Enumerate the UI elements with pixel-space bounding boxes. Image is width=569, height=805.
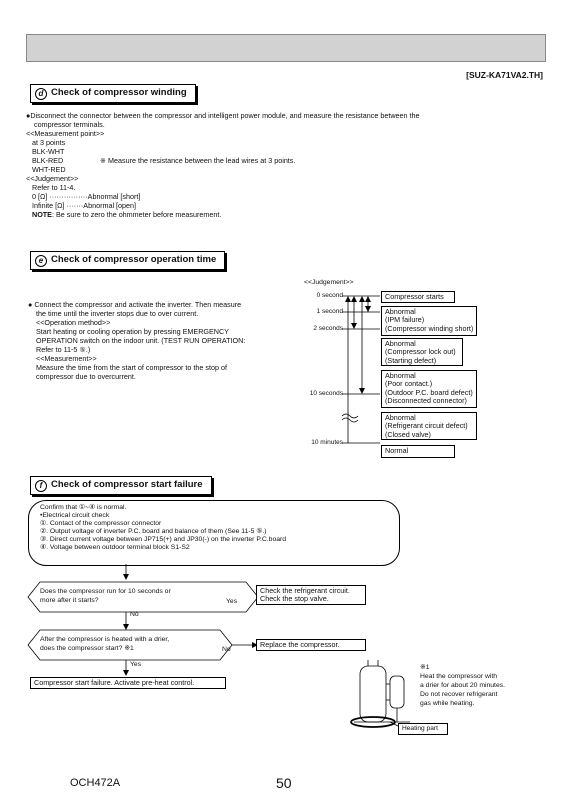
section-d-title-text: Check of compressor winding <box>51 87 187 98</box>
section-e-title <box>30 251 225 270</box>
d-j-heading: <<Judgement>> <box>26 174 79 183</box>
d-j-1: Refer to 11-4. <box>32 183 76 192</box>
d-note-label: NOTE <box>32 210 52 219</box>
q1-line-1: Does the compressor run for 10 seconds or <box>40 588 171 595</box>
box-contact-line-4: (Disconnected connector) <box>385 396 467 406</box>
e-p9: compressor due to overcurrent. <box>36 372 136 381</box>
box-ipm-line-3: (Compressor winding short) <box>385 323 474 333</box>
e-p8: Measure the time from the start of compressor to the stop of <box>36 363 227 372</box>
q1-yes: Yes <box>226 598 238 605</box>
section-d-title <box>30 84 196 103</box>
box-lock-line-2: (Compressor lock out) <box>385 347 456 357</box>
action-replace-compressor: Replace the compressor. <box>256 639 366 651</box>
final-box: Compressor start failure. Activate pre-heat control. <box>30 677 226 689</box>
confirm-5: ③. Direct current voltage between JP715(+) and JP30(-) on the inverter P.C.board <box>40 536 287 543</box>
d-mp-2: BLK-WHT <box>32 147 65 156</box>
box-refrig-line-1: Abnormal <box>385 413 416 422</box>
note-line-1: Heat the compressor with <box>420 673 498 680</box>
e-p2: the time until the inverter stops due to over current. <box>36 309 199 318</box>
note-mark: ※1 <box>420 664 430 671</box>
box-contact-line-2: (Poor contact.) <box>385 379 433 389</box>
time-1s: 1 second <box>316 308 343 315</box>
model-label: [SUZ-KA71VA2.TH] <box>466 70 543 80</box>
d-mp-4: WHT-RED <box>32 165 66 174</box>
box-refrig-line-3: (Closed valve) <box>385 429 431 439</box>
q2-no: No <box>222 646 231 653</box>
e-p6: Refer to 11-5 ⑤.) <box>36 345 91 354</box>
q1-line-2: more after it starts? <box>40 597 99 604</box>
d-j-3: Infinite [Ω] ·······Abnormal [open] <box>32 201 137 210</box>
box-poor-contact <box>381 370 477 408</box>
section-f-title-text: Check of compressor start failure <box>51 479 203 490</box>
time-0s: 0 second <box>316 292 343 299</box>
e-judgement-heading: <<Judgement>> <box>304 279 354 286</box>
section-e-letter: e <box>35 255 47 267</box>
note-line-4: gas while heating. <box>420 700 475 707</box>
box-refrig-line-2: (Refrigerant circuit defect) <box>385 421 468 431</box>
d-mp-3: BLK-RED <box>32 156 64 165</box>
action-check-refrigerant <box>256 585 366 605</box>
box-normal: Normal <box>381 445 455 458</box>
time-2s: 2 seconds <box>313 325 343 332</box>
section-f-letter: f <box>35 480 47 492</box>
d-note-text: : Be sure to zero the ohmmeter before measurement. <box>51 210 222 219</box>
d-intro-1: ●Disconnect the connector between the compressor and intelligent power module, and measure the resistance between the <box>26 111 420 120</box>
d-mp-heading: <<Measurement point>> <box>26 129 105 138</box>
confirm-2: •Electrical circuit check <box>40 512 110 519</box>
time-10s: 10 seconds <box>309 390 343 397</box>
q2-line-1: After the compressor is heated with a drier, <box>40 636 170 643</box>
e-p3: <<Operation method>> <box>36 318 111 327</box>
q2-yes: Yes <box>130 661 142 668</box>
e-p5: OPERATION switch on the indoor unit. (TEST RUN OPERATION: <box>36 336 246 345</box>
box-ipm-line-1: Abnormal <box>385 307 416 316</box>
box-contact-line-3: (Outdoor P.C. board defect) <box>385 387 473 397</box>
note-line-3: Do not recover refrigerant <box>420 691 498 698</box>
confirm-1: Confirm that ①~④ is normal. <box>40 504 127 511</box>
d-intro-2: compressor terminals. <box>34 120 105 129</box>
confirm-3: ①. Contact of the compressor connector <box>40 520 162 527</box>
timing-diagram-lines <box>340 288 385 458</box>
box-lock-out <box>381 338 463 366</box>
footer-page-number: 50 <box>276 775 292 791</box>
e-p7: <<Measurement>> <box>36 354 97 363</box>
action-1b: Check the stop valve. <box>260 594 329 604</box>
box-refrigerant <box>381 412 477 440</box>
confirm-4: ②. Output voltage of inverter P.C. board and balance of them (See 11-5 ⑤.) <box>40 528 267 535</box>
box-ipm-line-2: (IPM failure) <box>385 315 425 325</box>
flowchart-shapes <box>26 560 376 690</box>
e-p4: Start heating or cooling operation by pressing EMERGENCY <box>36 327 229 336</box>
d-mp-1: at 3 points <box>32 138 66 147</box>
note-line-2: a drier for about 20 minutes. <box>420 682 506 689</box>
box-contact-line-1: Abnormal <box>385 371 416 380</box>
q2-line-2: does the compressor start? ※1 <box>40 645 134 652</box>
heating-part-label: Heating part <box>398 723 448 735</box>
box-lock-line-3: (Starting defect) <box>385 355 437 365</box>
q1-no: No <box>130 611 139 618</box>
box-compressor-starts: Compressor starts <box>381 291 455 303</box>
d-note <box>32 210 221 219</box>
box-ipm-failure <box>381 306 477 336</box>
time-10min: 10 minutes <box>311 439 343 446</box>
action-1a: Check the refrigerant circuit. <box>260 586 350 595</box>
d-j-2: 0 [Ω] ················Abnormal [short] <box>32 192 141 201</box>
header-bar <box>26 34 546 62</box>
section-d-letter: d <box>35 88 47 100</box>
section-f-title <box>30 476 212 495</box>
section-e-title-text: Check of compressor operation time <box>51 254 217 265</box>
confirm-6: ④. Voltage between outdoor terminal block S1-S2 <box>40 544 190 551</box>
e-p1: ● Connect the compressor and activate the inverter. Then measure <box>28 300 242 309</box>
d-mp-note: ※ Measure the resistance between the lead wires at 3 points. <box>100 156 296 165</box>
box-lock-line-1: Abnormal <box>385 339 416 348</box>
footer-doc-code: OCH472A <box>70 777 121 789</box>
